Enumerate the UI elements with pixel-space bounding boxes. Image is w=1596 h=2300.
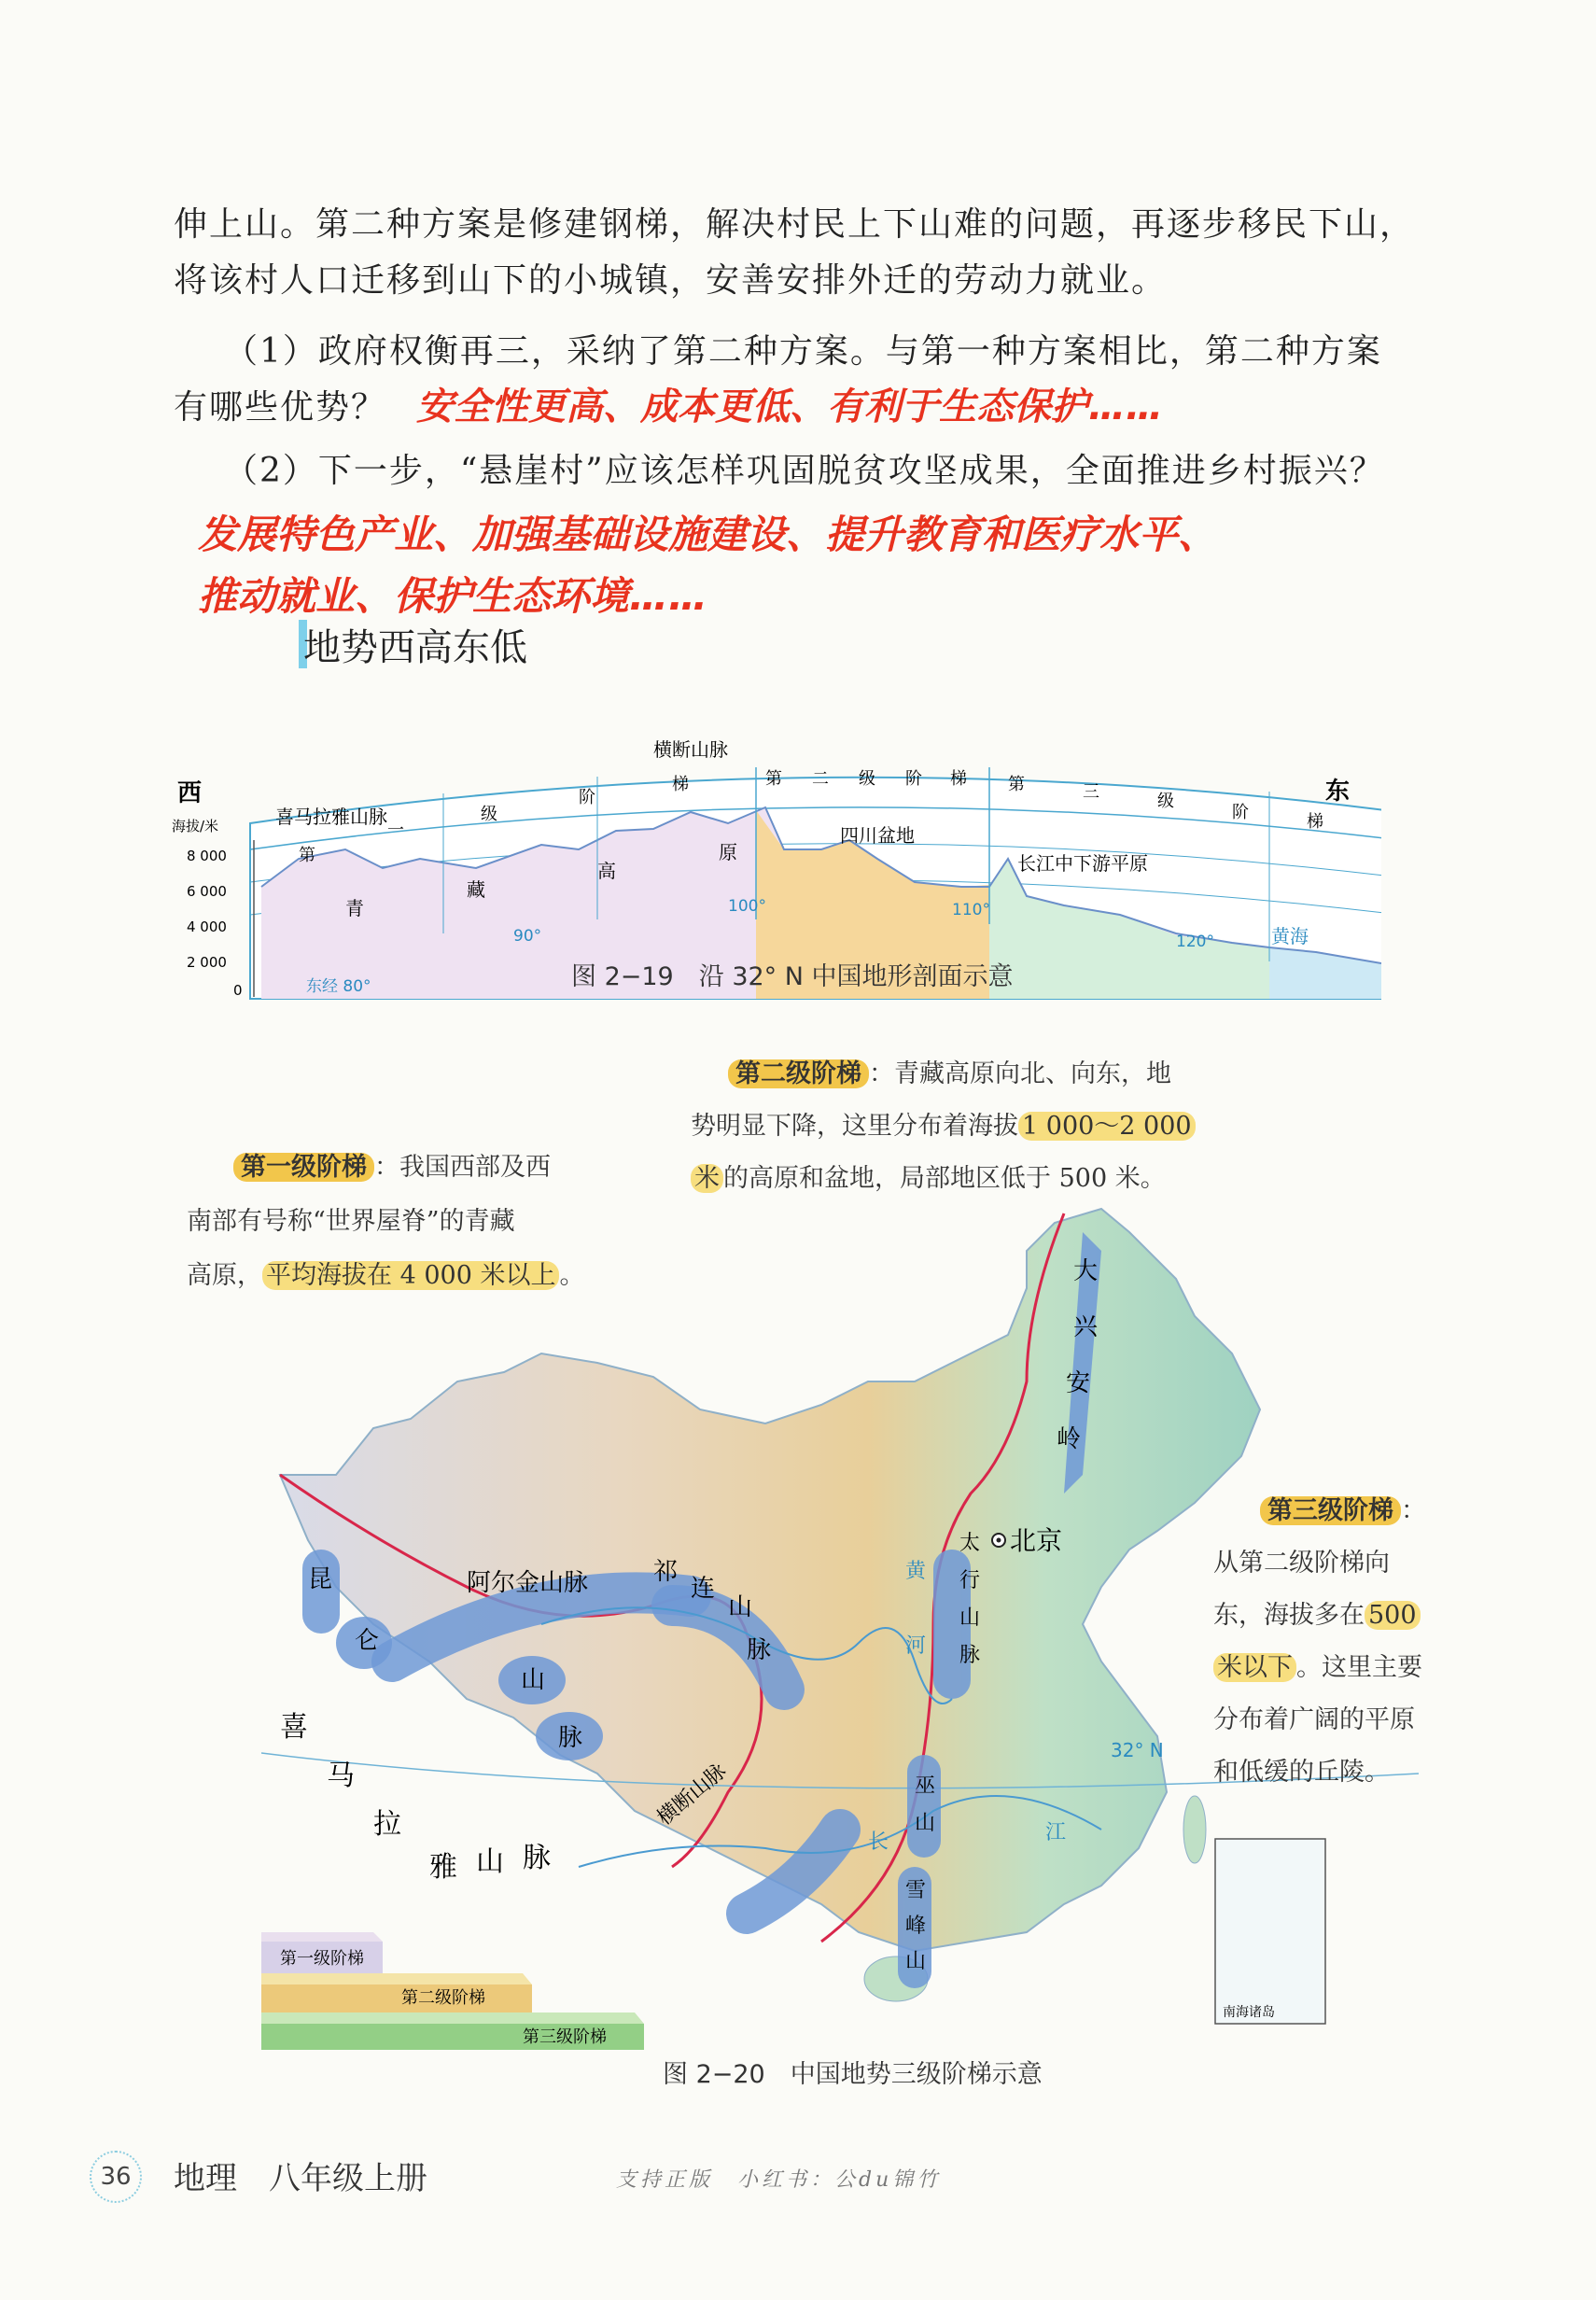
note-highlight: 米以下 (1213, 1653, 1296, 1682)
note-step-3-line-4 (1213, 1643, 1422, 1693)
note-step-2-tag: 第二级阶梯 (728, 1059, 869, 1088)
feature-himalaya: 喜马拉雅山脉 (275, 806, 387, 828)
y-tick: 8 000 (187, 848, 227, 864)
note-step-2-line-3 (691, 1154, 1166, 1204)
body-text-line-1: 伸上山。第二种方案是修建钢梯，解决村民上下山难的问题，再逐步移民下山， (174, 205, 1416, 244)
step-label: 一 (387, 820, 404, 840)
legend-step-1: 第一级阶梯 (280, 1949, 364, 1969)
note-highlight: 1 000～2 000 (1018, 1112, 1196, 1141)
note-step-1-line-3 (187, 1251, 584, 1301)
note-highlight: 500 (1365, 1601, 1421, 1630)
label-mai: 脉 (558, 1724, 583, 1752)
label-latitude: 32° N (1111, 1739, 1164, 1761)
label-hengduan: 横断山脉 (652, 1759, 732, 1830)
label-daxinganling: 兴 (1073, 1313, 1099, 1341)
legend-step-2: 第二级阶梯 (401, 1988, 485, 2008)
x-tick: 90° (513, 927, 542, 946)
section-title: 地势西高东低 (303, 626, 527, 669)
legend-step-3: 第三级阶梯 (523, 2027, 607, 2047)
label-daxinganling: 大 (1073, 1257, 1099, 1285)
x-tick: 110° (952, 901, 990, 919)
step-label: 第 (299, 846, 315, 865)
y-tick: 6 000 (187, 883, 227, 900)
note-step-2-line-1 (728, 1049, 1171, 1100)
question-1-line-2: 有哪些优势？ (174, 388, 387, 427)
note-step-3-line-5: 分布着广阔的平原 (1213, 1705, 1415, 1734)
feature-hengduan: 横断山脉 (653, 738, 728, 761)
step-label: 阶 (905, 769, 922, 789)
note-step-2-line-2 (691, 1101, 1196, 1152)
label-changjiang: 长 (868, 1830, 889, 1854)
label-aljin: 阿尔金山脉 (467, 1569, 589, 1597)
note-text: 。 (559, 1261, 585, 1290)
feature-yellow-sea: 黄海 (1271, 925, 1309, 947)
figure-2-19-caption: 图 2−19 沿 32° N 中国地形剖面示意 (571, 962, 1014, 991)
label-changjiang: 江 (1045, 1821, 1067, 1844)
note-step-3-line-1 (1260, 1486, 1426, 1536)
label-xuefeng: 雪 (905, 1879, 927, 1902)
book-title: 地理 八年级上册 (174, 2160, 427, 2197)
body-text-line-2: 将该村人口迁移到山下的小城镇，安善安排外迁的劳动力就业。 (174, 261, 1168, 300)
step-label: 级 (481, 805, 497, 824)
label-himalaya: 拉 (373, 1808, 401, 1841)
handwritten-answer-2-line-2: 推动就业、保护生态环境…… (198, 573, 708, 619)
label-qilian: 脉 (747, 1636, 772, 1664)
x-tick: 120° (1176, 933, 1214, 951)
label-shan: 山 (521, 1666, 546, 1694)
step-label: 阶 (1232, 803, 1249, 822)
label-kunlun: 昆 (308, 1565, 333, 1593)
note-text: ： (1401, 1496, 1426, 1525)
label-himalaya: 喜 (280, 1711, 308, 1744)
y-tick: 0 (233, 982, 243, 999)
label-beijing: 北京 (1010, 1525, 1063, 1556)
label-qilian: 连 (691, 1575, 716, 1603)
label-huanghe: 河 (905, 1634, 927, 1658)
note-step-3-tag: 第三级阶梯 (1260, 1496, 1401, 1525)
question-1-line-1: （1）政府权衡再三，采纳了第二种方案。与第一种方案相比，第二种方案 (224, 332, 1382, 371)
note-highlight: 米 (691, 1164, 723, 1193)
note-step-1-tag: 第一级阶梯 (233, 1153, 374, 1182)
label-xuefeng: 峰 (905, 1914, 927, 1938)
step-label: 级 (1157, 792, 1174, 811)
note-step-3-line-6: 和低缓的丘陵。 (1213, 1758, 1390, 1787)
note-text: ：青藏高原向北、向东，地 (869, 1059, 1171, 1088)
label-himalaya: 山 (476, 1845, 504, 1878)
step-label: 阶 (579, 788, 595, 807)
note-step-1-line-2: 南部有号称“世界屋脊”的青藏 (187, 1207, 515, 1236)
note-step-1-line-1 (233, 1143, 551, 1193)
step-label: 梯 (1307, 812, 1323, 832)
x-tick: 东经 80° (306, 977, 371, 996)
profile-west-label: 西 (177, 779, 203, 807)
note-step-3-line-2: 从第二级阶梯向 (1213, 1549, 1390, 1578)
x-tick: 100° (728, 897, 766, 916)
label-himalaya: 雅 (429, 1851, 457, 1884)
note-text: 。这里主要 (1296, 1653, 1422, 1682)
note-text: 高原， (187, 1261, 262, 1290)
label-himalaya: 马 (327, 1760, 355, 1792)
note-highlight: 平均海拔在 4 000 米以上 (262, 1261, 559, 1290)
label-huanghe: 黄 (905, 1560, 927, 1583)
step-label: 第 (765, 769, 782, 789)
watermark: 支持正版 小红书：公du锦竹 (616, 2168, 942, 2192)
label-wushan: 山 (915, 1812, 936, 1835)
y-tick: 2 000 (187, 954, 227, 971)
profile-east-label: 东 (1325, 778, 1351, 806)
step-label: 三 (1083, 782, 1099, 802)
step-label: 梯 (950, 769, 967, 789)
label-taihang: 山 (959, 1606, 981, 1630)
feature-label: 原 (719, 841, 737, 863)
label-wushan: 巫 (915, 1774, 936, 1798)
profile-y-axis-label: 海拔/米 (172, 818, 219, 834)
label-xuefeng: 山 (905, 1950, 927, 1973)
note-text: 的高原和盆地，局部地区低于 500 米。 (723, 1164, 1166, 1193)
step-label: 级 (859, 769, 875, 789)
handwritten-answer-2-line-1: 发展特色产业、加强基础设施建设、提升教育和医疗水平、 (198, 512, 1218, 557)
feature-label: 青 (345, 897, 364, 919)
y-tick: 4 000 (187, 919, 227, 935)
feature-yangtze-plain: 长江中下游平原 (1017, 852, 1148, 875)
label-qilian: 祁 (653, 1558, 679, 1586)
step-label: 第 (1008, 775, 1025, 794)
note-text: 势明显下降，这里分布着海拔 (691, 1112, 1018, 1141)
step-label: 二 (812, 769, 829, 789)
note-text: ：我国西部及西 (374, 1153, 551, 1182)
feature-label: 藏 (467, 878, 485, 901)
note-step-3-line-3 (1213, 1591, 1421, 1641)
label-daxinganling: 岭 (1057, 1425, 1082, 1453)
label-taihang: 行 (959, 1569, 981, 1592)
step-label: 梯 (672, 775, 689, 794)
label-south-sea: 南海诸岛 (1223, 2005, 1275, 2020)
label-taihang: 脉 (959, 1644, 981, 1667)
label-daxinganling: 安 (1066, 1369, 1091, 1397)
page-number: 36 (90, 2151, 142, 2203)
question-2-line-1: （2）下一步，“悬崖村”应该怎样巩固脱贫攻坚成果，全面推进乡村振兴？ (224, 452, 1385, 490)
feature-label: 高 (597, 860, 616, 882)
label-kunlun: 仑 (355, 1627, 380, 1655)
label-himalaya: 脉 (523, 1842, 551, 1874)
note-text: 东，海拔多在 (1213, 1601, 1365, 1630)
figure-2-20-caption: 图 2−20 中国地势三级阶梯示意 (663, 2060, 1043, 2089)
label-taihang: 太 (959, 1532, 981, 1555)
label-qilian: 山 (728, 1593, 753, 1621)
feature-sichuan-basin: 四川盆地 (840, 824, 915, 847)
handwritten-answer-1: 安全性更高、成本更低、有利于生态保护…… (416, 386, 1163, 428)
